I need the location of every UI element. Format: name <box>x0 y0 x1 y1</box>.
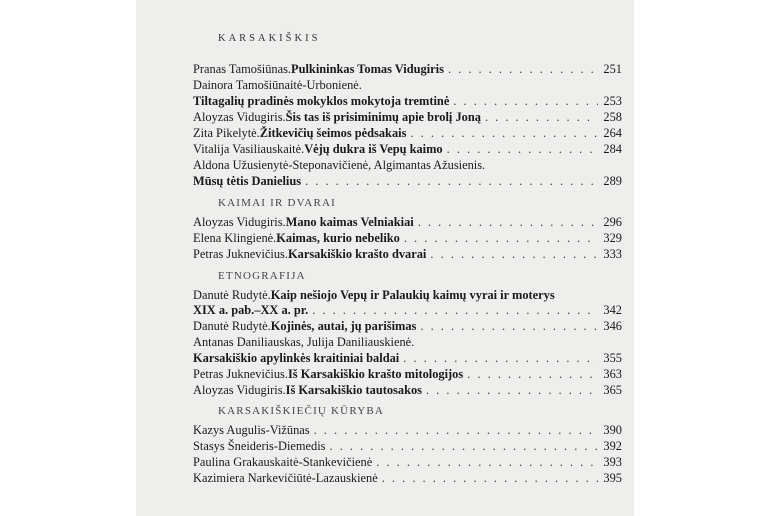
entry-title: Kaip nešiojo Vepų ir Palaukių kaimų vyrai ir moterys <box>270 288 555 302</box>
toc-entry <box>193 174 622 189</box>
entry-page: 393 <box>603 455 622 469</box>
leader-dots <box>403 351 598 366</box>
section-heading-kuryba: KARSAKIŠKIEČIŲ KŪRYBA <box>218 405 385 417</box>
toc-entry <box>193 231 622 246</box>
entry-page: 365 <box>603 383 622 397</box>
toc-entry <box>193 439 622 454</box>
leader-dots <box>404 231 598 246</box>
entry-author: Zita Pikelytė. <box>193 126 260 140</box>
leader-dots <box>376 455 598 470</box>
toc-entry <box>193 126 622 141</box>
entry-author: Aloyzas Vidugiris. <box>193 215 286 229</box>
entry-page: 296 <box>603 215 622 229</box>
entry-title: Pulkininkas Tomas Vidugiris <box>291 62 444 76</box>
entry-page: 284 <box>603 142 622 156</box>
entry-title: XIX a. pab.–XX a. pr. <box>193 303 309 317</box>
entry-page: 392 <box>603 439 622 453</box>
entry-author: Kazimiera Narkevičiūtė-Lazauskienė <box>193 471 378 485</box>
toc-entry <box>193 78 622 93</box>
section-heading-etnografija: ETNOGRAFIJA <box>218 270 306 282</box>
leader-dots <box>418 215 598 230</box>
entry-title: Karsakiškio krašto dvarai <box>287 247 427 261</box>
entry-title: Kojinės, autai, jų parišimas <box>270 319 417 333</box>
entry-author: Petras Juknevičius. <box>193 247 288 261</box>
leader-dots <box>453 94 598 109</box>
entry-title: Šis tas iš prisiminimų apie brolį Joną <box>285 110 481 124</box>
leader-dots <box>330 439 599 454</box>
entry-page: 342 <box>603 303 622 317</box>
toc-entry <box>193 319 622 334</box>
entry-author: Elena Klingienė. <box>193 231 277 245</box>
leader-dots <box>448 62 598 77</box>
toc-entry <box>193 247 622 262</box>
entry-author: Dainora Tamošiūnaitė-Urbonienė. <box>193 78 362 92</box>
entry-author: Danutė Rudytė. <box>193 288 271 302</box>
entry-author: Antanas Daniliauskas, Julija Daniliauskienė. <box>193 335 415 349</box>
entry-page: 329 <box>603 231 622 245</box>
entry-title: Iš Karsakiškio krašto mitologijos <box>287 367 464 381</box>
toc-entry <box>193 423 622 438</box>
entry-title: Mano kaimas Velniakiai <box>285 215 414 229</box>
toc-entry <box>193 383 622 398</box>
entry-page: 363 <box>603 367 622 381</box>
leader-dots <box>467 367 598 382</box>
entry-author: Kazys Augulis-Vižūnas <box>193 423 310 437</box>
toc-entry <box>193 471 622 486</box>
toc-entry <box>193 62 622 77</box>
entry-title: Vėjų dukra iš Vepų kaimo <box>304 142 443 156</box>
toc-entry <box>193 142 622 157</box>
toc-entry <box>193 335 622 350</box>
leader-dots <box>430 247 598 262</box>
entry-title: Kaimas, kurio nebeliko <box>276 231 400 245</box>
book-page <box>136 0 634 516</box>
entry-page: 253 <box>603 94 622 108</box>
leader-dots <box>314 423 598 438</box>
toc-entry <box>193 351 622 366</box>
toc-entry <box>193 303 622 318</box>
entry-author: Danutė Rudytė. <box>193 319 271 333</box>
leader-dots <box>447 142 598 157</box>
leader-dots <box>420 319 598 334</box>
toc-entry <box>193 288 622 303</box>
leader-dots <box>305 174 598 189</box>
entry-author: Aloyzas Vidugiris. <box>193 110 286 124</box>
running-header: KARSAKIŠKIS <box>218 33 321 44</box>
entry-page: 251 <box>603 62 622 76</box>
entry-author: Paulina Grakauskaitė-Stankevičienė <box>193 455 373 469</box>
entry-title: Mūsų tėtis Danielius <box>193 174 302 188</box>
entry-page: 346 <box>603 319 622 333</box>
entry-page: 264 <box>603 126 622 140</box>
entry-page: 355 <box>603 351 622 365</box>
section-heading-kaimai: KAIMAI IR DVARAI <box>218 197 336 209</box>
entry-page: 333 <box>603 247 622 261</box>
toc-entry <box>193 215 622 230</box>
entry-author: Pranas Tamošiūnas. <box>193 62 292 76</box>
entry-author: Vitalija Vasiliauskaitė. <box>193 142 305 156</box>
leader-dots <box>426 383 598 398</box>
entry-page: 390 <box>603 423 622 437</box>
toc-entry <box>193 158 622 173</box>
entry-author: Aldona Užusienytė-Steponavičienė, Algimantas Ažusienis. <box>193 158 486 172</box>
entry-author: Petras Juknevičius. <box>193 367 288 381</box>
entry-author: Aloyzas Vidugiris. <box>193 383 286 397</box>
entry-page: 258 <box>603 110 622 124</box>
leader-dots <box>485 110 598 125</box>
entry-title: Žitkevičių šeimos pėdsakais <box>259 126 407 140</box>
leader-dots <box>410 126 598 141</box>
toc-entry <box>193 367 622 382</box>
leader-dots <box>382 471 598 486</box>
toc-entry <box>193 455 622 470</box>
entry-title: Karsakiškio apylinkės kraitiniai baldai <box>193 351 400 365</box>
toc-entry <box>193 94 622 109</box>
leader-dots <box>312 303 598 318</box>
entry-page: 289 <box>603 174 622 188</box>
entry-title: Tiltagalių pradinės mokyklos mokytoja tremtinė <box>193 94 450 108</box>
entry-title: Iš Karsakiškio tautosakos <box>285 383 422 397</box>
entry-page: 395 <box>603 471 622 485</box>
entry-author: Stasys Šneideris-Diemedis <box>193 439 326 453</box>
toc-entry <box>193 110 622 125</box>
